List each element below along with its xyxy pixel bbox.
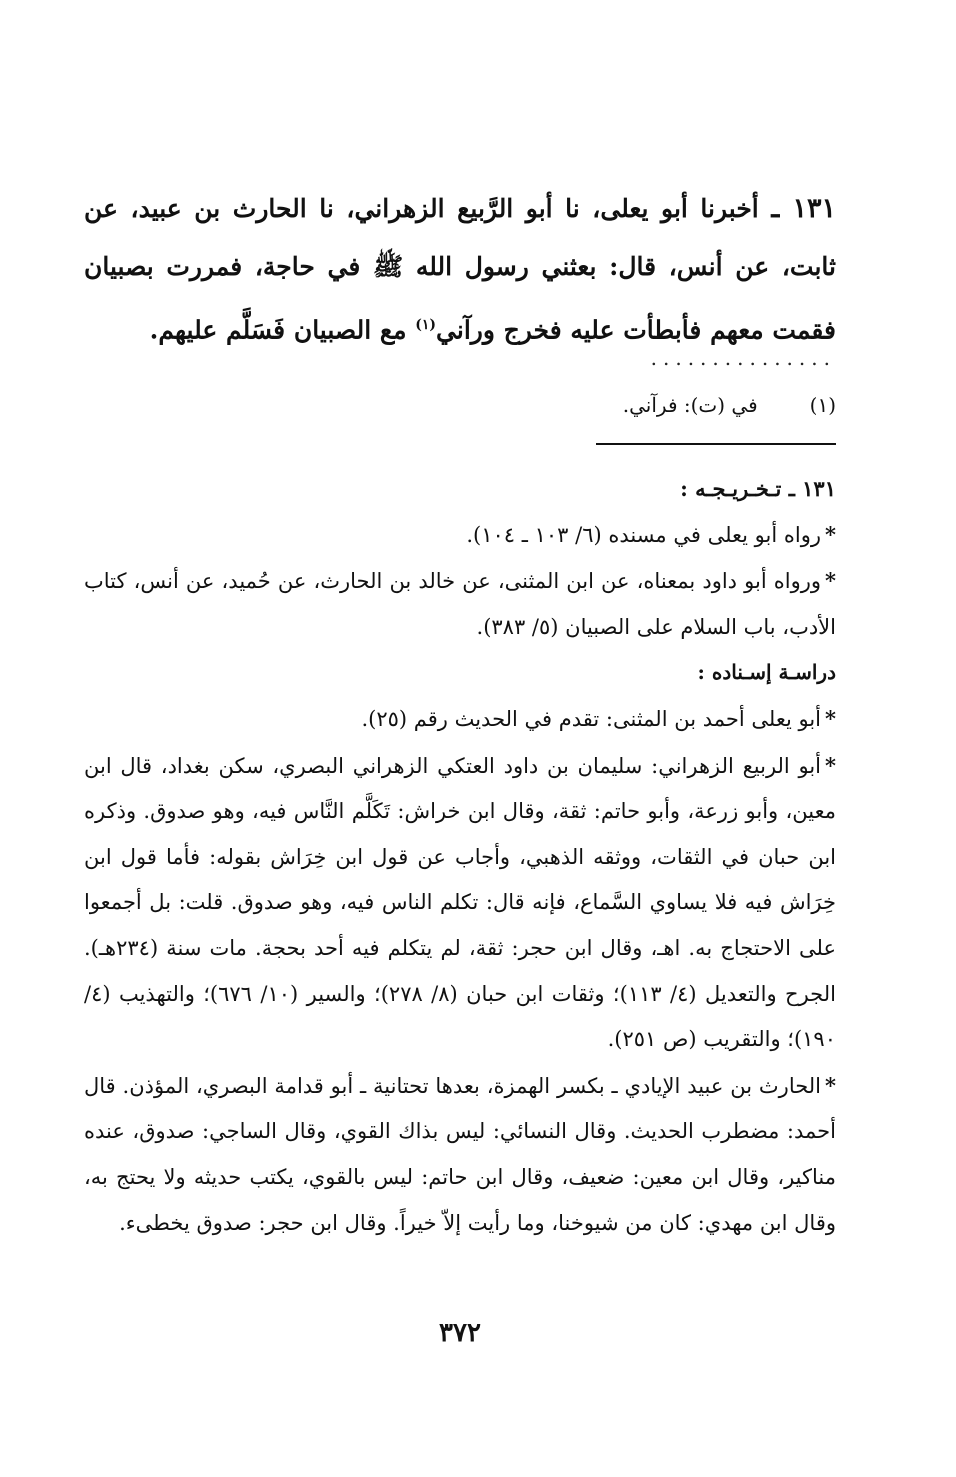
isnad-study-heading: دراسـة إسـناده : <box>697 660 836 685</box>
star-bullet: * <box>825 752 836 778</box>
footnote-reference: (١) <box>415 317 437 333</box>
takhrij-heading: ١٣١ ـ تـخـريـجـه : <box>680 476 836 501</box>
takhrij-section <box>84 466 836 1246</box>
narrator-text-1: أبو يعلى أحمد بن المثنى: تقدم في الحديث رقم (٢٥). <box>361 706 822 731</box>
star-bullet: * <box>825 1072 836 1098</box>
footnote-separator-dots: ............... <box>650 346 836 370</box>
narrator-text-2: أبو الربيع الزهراني: سليمان بن داود العتكي الزهراني البصري، سكن بغداد، قال ابن معين، وأبو زرعة، وأبو حاتم: ثقة، وقال ابن خراش: تَكَلَّم النَّاس فيه، وهو صدوق. وذكره ابن حبان في الثقات، ووثقه الذهبي، وأجاب عن قول ابن خِرَاش بقوله: فأما قول ابن خِرَاش فيه فلا يساوي السَّماع، فإنه قال: تكلم الناس فيه، وهو صدوق. قلت: بل أجمعوا على الاحتجاج به. اهـ، وقال ابن حجر: ثقة، لم يتكلم فيه أحد بحجة. مات سنة (٢٣٤هـ). الجرح والتعديل (٤/ ١١٣)؛ وثقات ابن حبان (٨/ ٢٧٨)؛ والسير (١٠/ ٦٧٦)؛ والتهذيب (٤/ ١٩٠)؛ والتقريب (ص ٢٥١). <box>84 753 836 1052</box>
narrator-paragraph-3 <box>84 1063 836 1246</box>
footnote-number: (١) <box>809 393 836 417</box>
page-number: ٣٧٢ <box>439 1318 481 1348</box>
footnote-text: في (ت): فرآني. <box>622 393 758 417</box>
takhrij-text-1: رواه أبو يعلى في مسنده (٦/ ١٠٣ ـ ١٠٤). <box>466 522 822 547</box>
hadith-body-end: مع الصبيان فَسَلَّم عليهم. <box>149 315 416 345</box>
narrator-paragraph-1 <box>84 696 836 743</box>
hadith-text-block <box>84 180 836 359</box>
narrator-text-3: الحارث بن عبيد الإيادي ـ بكسر الهمزة، بعدها تحتانية ـ أبو قدامة البصري، المؤذن. قال أحمد: مضطرب الحديث. وقال النسائي: ليس بذاك القوي، وقال الساجي: صدوق، عنده مناكير، وقال ابن معين: ضعيف، وقال ابن حاتم: ليس بالقوي، يكتب حديثه ولا يحتج به، وقال ابن مهدي: كان من شيوخنا، وما رأيت إلاّ خيراً. وقال ابن حجر: صدوق يخطىء. <box>84 1073 836 1235</box>
narrator-paragraph-2 <box>84 743 836 1063</box>
star-bullet: * <box>825 521 836 547</box>
hadith-body: أخبرنا أبو يعلى، نا أبو الرَّبيع الزهراني، نا الحارث بن عبيد، عن ثابت، عن أنس، قال: بعثني رسول الله ﷺ في حاجة، فمررت بصبيان فقمت معهم فأبطأت عليه فخرج ورآني <box>84 194 836 345</box>
section-divider <box>596 443 836 445</box>
book-page <box>84 0 836 1477</box>
takhrij-paragraph-2 <box>84 558 836 650</box>
takhrij-text-2: ورواه أبو داود بمعناه، عن ابن المثنى، عن خالد بن الحارث، عن حُميد، عن أنس، كتاب الأدب، باب السلام على الصبيان (٥/ ٣٨٣). <box>84 569 836 639</box>
takhrij-paragraph-1 <box>84 512 836 559</box>
footnote <box>623 390 836 420</box>
star-bullet: * <box>825 568 836 594</box>
star-bullet: * <box>825 705 836 731</box>
hadith-number: ١٣١ ـ <box>771 193 836 224</box>
